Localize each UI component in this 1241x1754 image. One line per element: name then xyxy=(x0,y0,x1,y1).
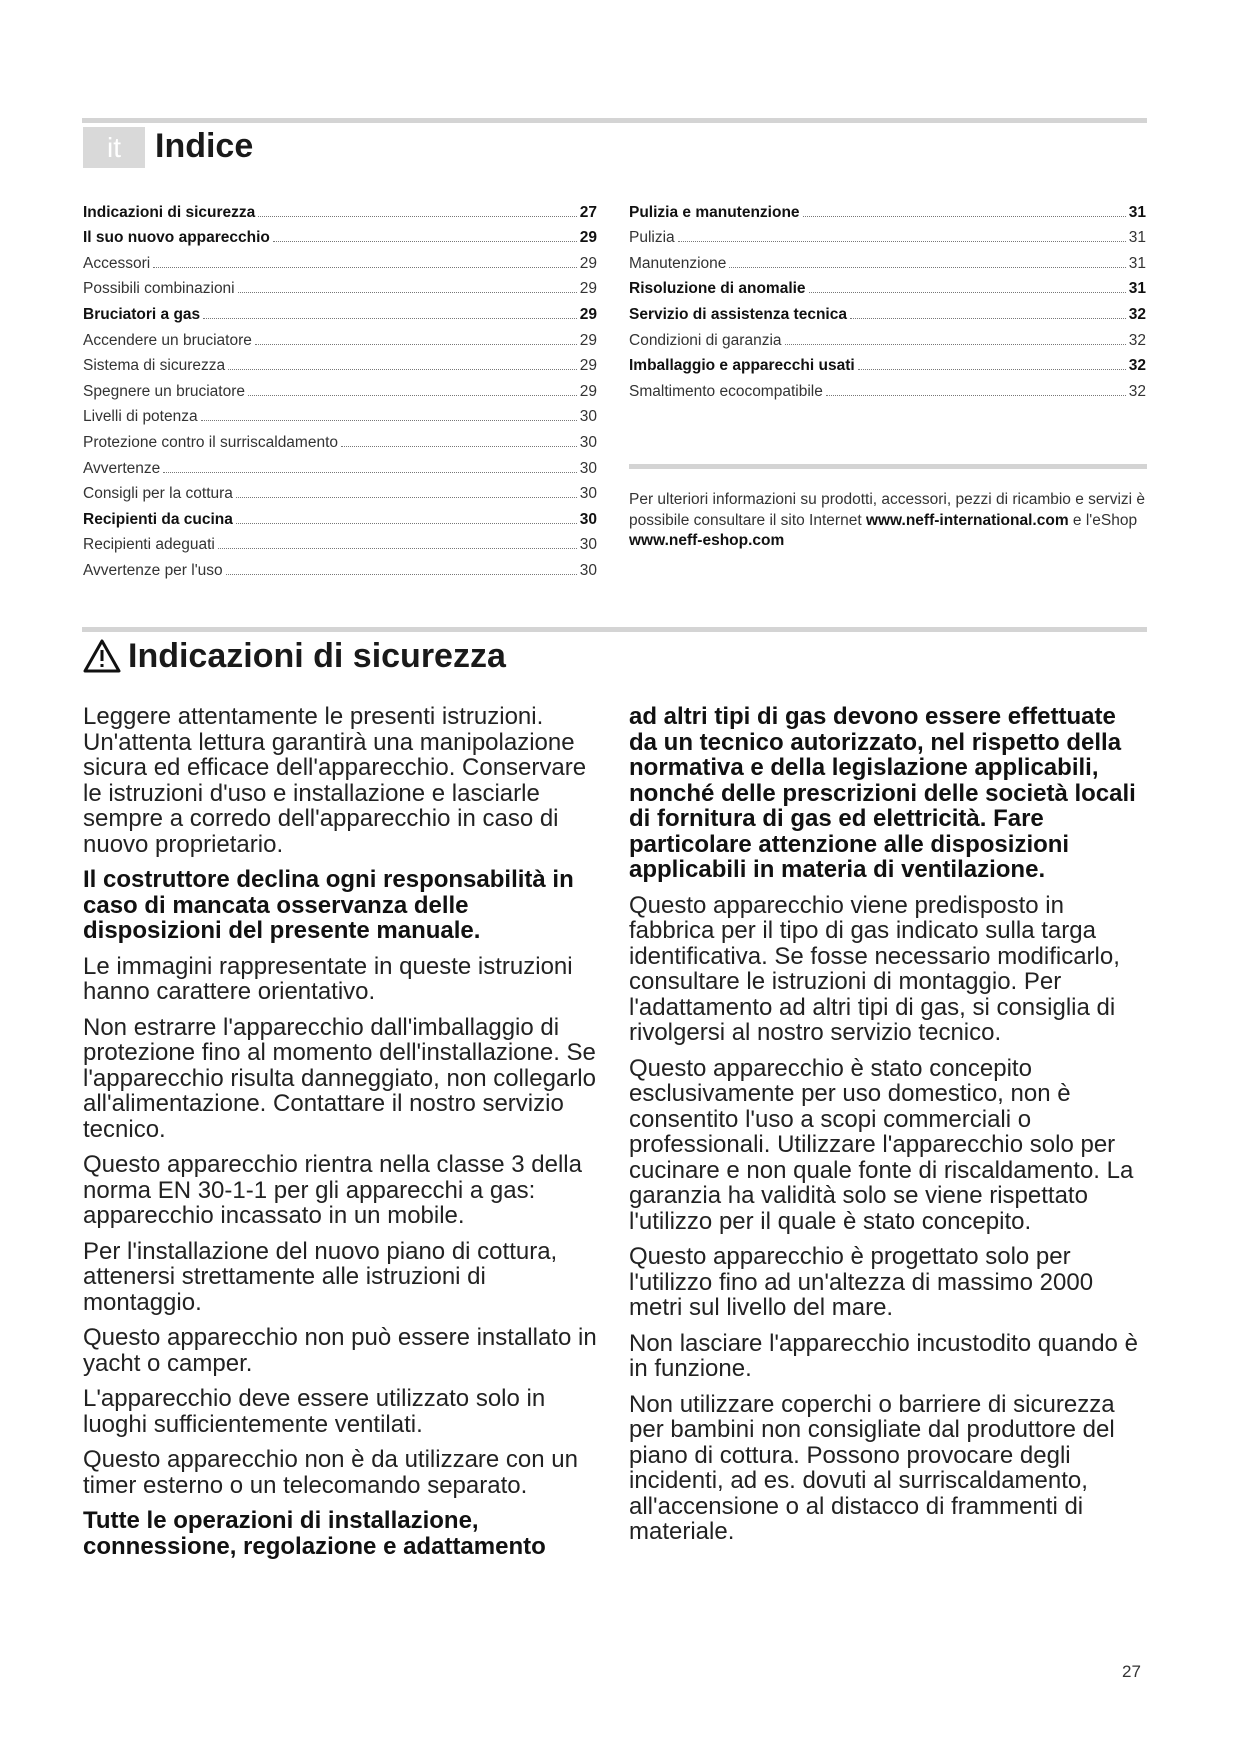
toc-title: Indice xyxy=(155,127,254,165)
toc-leader-dots xyxy=(273,241,577,242)
toc-entry[interactable] xyxy=(629,298,1146,324)
toc-entry[interactable] xyxy=(83,324,597,350)
toc-leader-dots xyxy=(201,420,577,421)
toc-leader-dots xyxy=(341,446,577,447)
toc-entry-label: Bruciatori a gas xyxy=(83,305,201,323)
toc-leader-dots xyxy=(236,523,577,524)
toc-entry-label: Sistema di sicurezza xyxy=(83,357,226,375)
toc-entry-label: Recipienti adeguati xyxy=(83,536,215,554)
info-url-international[interactable]: www.neff-international.com xyxy=(865,511,1069,529)
info-block xyxy=(629,490,1149,552)
toc-entry-page: 31 xyxy=(1128,203,1146,221)
toc-entry-label: Consigli per la cottura xyxy=(83,485,233,503)
safety-paragraph: Tutte le operazioni di installazione, connessione, regolazione e adattamento xyxy=(83,1507,546,1560)
toc-entry[interactable] xyxy=(83,247,597,273)
toc-entry-label: Avvertenze per l'uso xyxy=(83,561,223,579)
toc-leader-dots xyxy=(850,318,1126,319)
toc-entry-page: 29 xyxy=(579,331,597,349)
toc-entry-label: Condizioni di garanzia xyxy=(629,331,782,349)
toc-entry-page: 32 xyxy=(1128,357,1146,375)
toc-entry-page: 29 xyxy=(579,305,597,323)
toc-leader-dots xyxy=(858,369,1126,370)
toc-entry[interactable] xyxy=(83,452,597,478)
safety-paragraph: Questo apparecchio è stato concepito esclusivamente per uso domestico, non è consentito l'uso a scopi commerciali o professionali. Utilizzare l'apparecchio solo per cucinare e non quale fonte di riscaldamento. La garanzia ha validità solo se viene rispettato l'utilizzo per il quale è stato concepito. xyxy=(629,1054,1134,1235)
toc-entry-label: Imballaggio e apparecchi usati xyxy=(629,357,855,375)
toc-entry[interactable] xyxy=(629,196,1146,222)
toc-entry[interactable] xyxy=(629,350,1146,376)
toc-leader-dots xyxy=(809,292,1126,293)
toc-entry-label: Smaltimento ecocompatibile xyxy=(629,382,823,400)
toc-entry-page: 30 xyxy=(579,485,597,503)
toc-entry-page: 31 xyxy=(1128,229,1146,247)
toc-leader-dots xyxy=(255,344,577,345)
toc-leader-dots xyxy=(258,216,576,217)
safety-paragraph: Non utilizzare coperchi o barriere di sicurezza per bambini non consigliate dal produttore del piano di cottura. Possono provocare degli incidenti, ad es. dovuti al surriscaldamento, all'accensione o al distacco di frammenti di materiale. xyxy=(629,1390,1115,1545)
toc-entry-page: 27 xyxy=(579,203,597,221)
toc-entry-page: 30 xyxy=(579,433,597,451)
toc-entry-page: 29 xyxy=(579,229,597,247)
safety-left-column xyxy=(83,704,603,1569)
info-url-eshop[interactable]: www.neff-eshop.com xyxy=(629,532,785,549)
safety-paragraph: Questo apparecchio non è da utilizzare con un timer esterno o un telecomando separato. xyxy=(83,1446,578,1499)
toc-entry-label: Pulizia xyxy=(629,229,675,247)
toc-entry[interactable] xyxy=(83,273,597,299)
safety-right-column xyxy=(629,704,1149,1555)
toc-entry-label: Possibili combinazioni xyxy=(83,280,235,298)
toc-entry[interactable] xyxy=(629,375,1146,401)
info-rule xyxy=(629,464,1147,469)
toc-entry-page: 30 xyxy=(579,510,597,528)
safety-paragraph: Per l'installazione del nuovo piano di cottura, attenersi strettamente alle istruzioni di montaggio. xyxy=(83,1237,558,1316)
toc-entry-label: Manutenzione xyxy=(629,254,727,272)
safety-paragraph: Questo apparecchio non può essere installato in yacht o camper. xyxy=(83,1324,597,1377)
safety-paragraph: L'apparecchio deve essere utilizzato solo in luoghi sufficientemente ventilati. xyxy=(83,1385,546,1438)
toc-right-column xyxy=(629,196,1146,401)
toc-entry-label: Pulizia e manutenzione xyxy=(629,203,800,221)
toc-entry[interactable] xyxy=(83,375,597,401)
safety-paragraph: Non estrarre l'apparecchio dall'imballaggio di protezione fino al momento dell'installazione. Se l'apparecchio risulta danneggiato, non collegarlo all'alimentazione. Contattare il nostro servizio tecnico. xyxy=(83,1013,596,1143)
top-rule xyxy=(82,118,1147,123)
toc-leader-dots xyxy=(163,472,576,473)
language-tag: it xyxy=(83,127,145,168)
toc-entry-page: 32 xyxy=(1128,382,1146,400)
safety-paragraph: Le immagini rappresentate in queste istruzioni hanno carattere orientativo. xyxy=(83,952,573,1005)
toc-leader-dots xyxy=(803,216,1126,217)
toc-entry-page: 30 xyxy=(579,459,597,477)
safety-paragraph: Questo apparecchio viene predisposto in fabbrica per il tipo di gas indicato sulla targa identificativa. Se fosse necessario modificarlo, consultare le istruzioni di montaggio. Per l'adattamento ad altri tipi di gas, si consiglia di rivolgersi al nostro servizio tecnico. xyxy=(629,891,1120,1046)
toc-left-column xyxy=(83,196,597,580)
toc-entry-page: 29 xyxy=(579,280,597,298)
toc-leader-dots xyxy=(226,574,577,575)
toc-leader-dots xyxy=(203,318,577,319)
toc-entry[interactable] xyxy=(629,324,1146,350)
toc-entry[interactable] xyxy=(83,478,597,504)
toc-entry-label: Il suo nuovo apparecchio xyxy=(83,229,270,247)
toc-entry[interactable] xyxy=(629,222,1146,248)
toc-leader-dots xyxy=(678,241,1126,242)
toc-entry-label: Servizio di assistenza tecnica xyxy=(629,305,847,323)
toc-entry-label: Spegnere un bruciatore xyxy=(83,382,246,400)
toc-entry[interactable] xyxy=(83,529,597,555)
toc-entry-label: Indicazioni di sicurezza xyxy=(83,203,256,221)
toc-entry-label: Avvertenze xyxy=(83,459,161,477)
toc-leader-dots xyxy=(228,369,577,370)
toc-entry-label: Livelli di potenza xyxy=(83,408,198,426)
toc-entry-label: Recipienti da cucina xyxy=(83,510,233,528)
toc-entry-label: Accessori xyxy=(83,254,151,272)
toc-entry-page: 30 xyxy=(579,561,597,579)
safety-paragraph: Leggere attentamente le presenti istruzioni. Un'attenta lettura garantirà una manipolazione sicura ed efficace dell'apparecchio. Conservare le istruzioni d'uso e installazione e lasciarle sempre a corredo dell'apparecchio in caso di nuovo proprietario. xyxy=(83,703,587,858)
toc-leader-dots xyxy=(826,395,1126,396)
toc-entry-page: 29 xyxy=(579,357,597,375)
toc-entry[interactable] xyxy=(83,196,597,222)
toc-leader-dots xyxy=(248,395,577,396)
toc-entry-page: 29 xyxy=(579,382,597,400)
toc-entry[interactable] xyxy=(83,554,597,580)
toc-entry[interactable] xyxy=(629,273,1146,299)
safety-heading xyxy=(82,634,506,678)
toc-leader-dots xyxy=(238,292,577,293)
toc-leader-dots xyxy=(153,267,577,268)
toc-entry[interactable] xyxy=(83,503,597,529)
toc-entry-label: Protezione contro il surriscaldamento xyxy=(83,433,339,451)
info-mid-text: e l'eShop xyxy=(1068,511,1138,529)
toc-entry[interactable] xyxy=(629,247,1146,273)
toc-entry-page: 30 xyxy=(579,536,597,554)
toc-leader-dots xyxy=(729,267,1125,268)
safety-paragraph: Non lasciare l'apparecchio incustodito quando è in funzione. xyxy=(629,1329,1138,1382)
safety-heading-text: Indicazioni di sicurezza xyxy=(128,637,506,675)
toc-entry-page: 31 xyxy=(1128,280,1146,298)
toc-entry-page: 30 xyxy=(579,408,597,426)
toc-entry[interactable] xyxy=(83,298,597,324)
section-rule xyxy=(82,627,1147,632)
safety-paragraph: Questo apparecchio è progettato solo per l'utilizzo fino ad un'altezza di massimo 2000 metri sul livello del mare. xyxy=(629,1243,1094,1321)
toc-leader-dots xyxy=(785,344,1126,345)
toc-entry[interactable] xyxy=(83,426,597,452)
warning-triangle-icon xyxy=(82,638,122,674)
toc-entry-label: Accendere un bruciatore xyxy=(83,331,252,349)
safety-paragraph: Questo apparecchio rientra nella classe 3 della norma EN 30-1-1 per gli apparecchi a gas: apparecchio incassato in un mobile. xyxy=(83,1151,582,1229)
toc-leader-dots xyxy=(236,497,577,498)
safety-paragraph: Il costruttore declina ogni responsabilità in caso di mancata osservanza delle disposizioni del presente manuale. xyxy=(83,866,574,944)
toc-leader-dots xyxy=(218,548,577,549)
toc-entry[interactable] xyxy=(83,222,597,248)
toc-entry-page: 29 xyxy=(579,254,597,272)
toc-entry-page: 32 xyxy=(1128,331,1146,349)
toc-entry[interactable] xyxy=(83,350,597,376)
toc-entry[interactable] xyxy=(83,401,597,427)
page-number: 27 xyxy=(1122,1662,1141,1681)
toc-entry-page: 32 xyxy=(1128,305,1146,323)
safety-paragraph: ad altri tipi di gas devono essere effettuate da un tecnico autorizzato, nel rispetto della normativa e della legislazione applicabili, nonché delle prescrizioni delle società locali di fornitura di gas ed elettricità. Fare particolare attenzione alle disposizioni applicabili in materia di ventilazione. xyxy=(629,703,1136,883)
toc-entry-label: Risoluzione di anomalie xyxy=(629,280,806,298)
toc-entry-page: 31 xyxy=(1128,254,1146,272)
info-text: Per ulteriori informazioni su prodotti, accessori, pezzi di ricambio e servizi è possibile consultare il sito Internet xyxy=(629,491,1146,529)
